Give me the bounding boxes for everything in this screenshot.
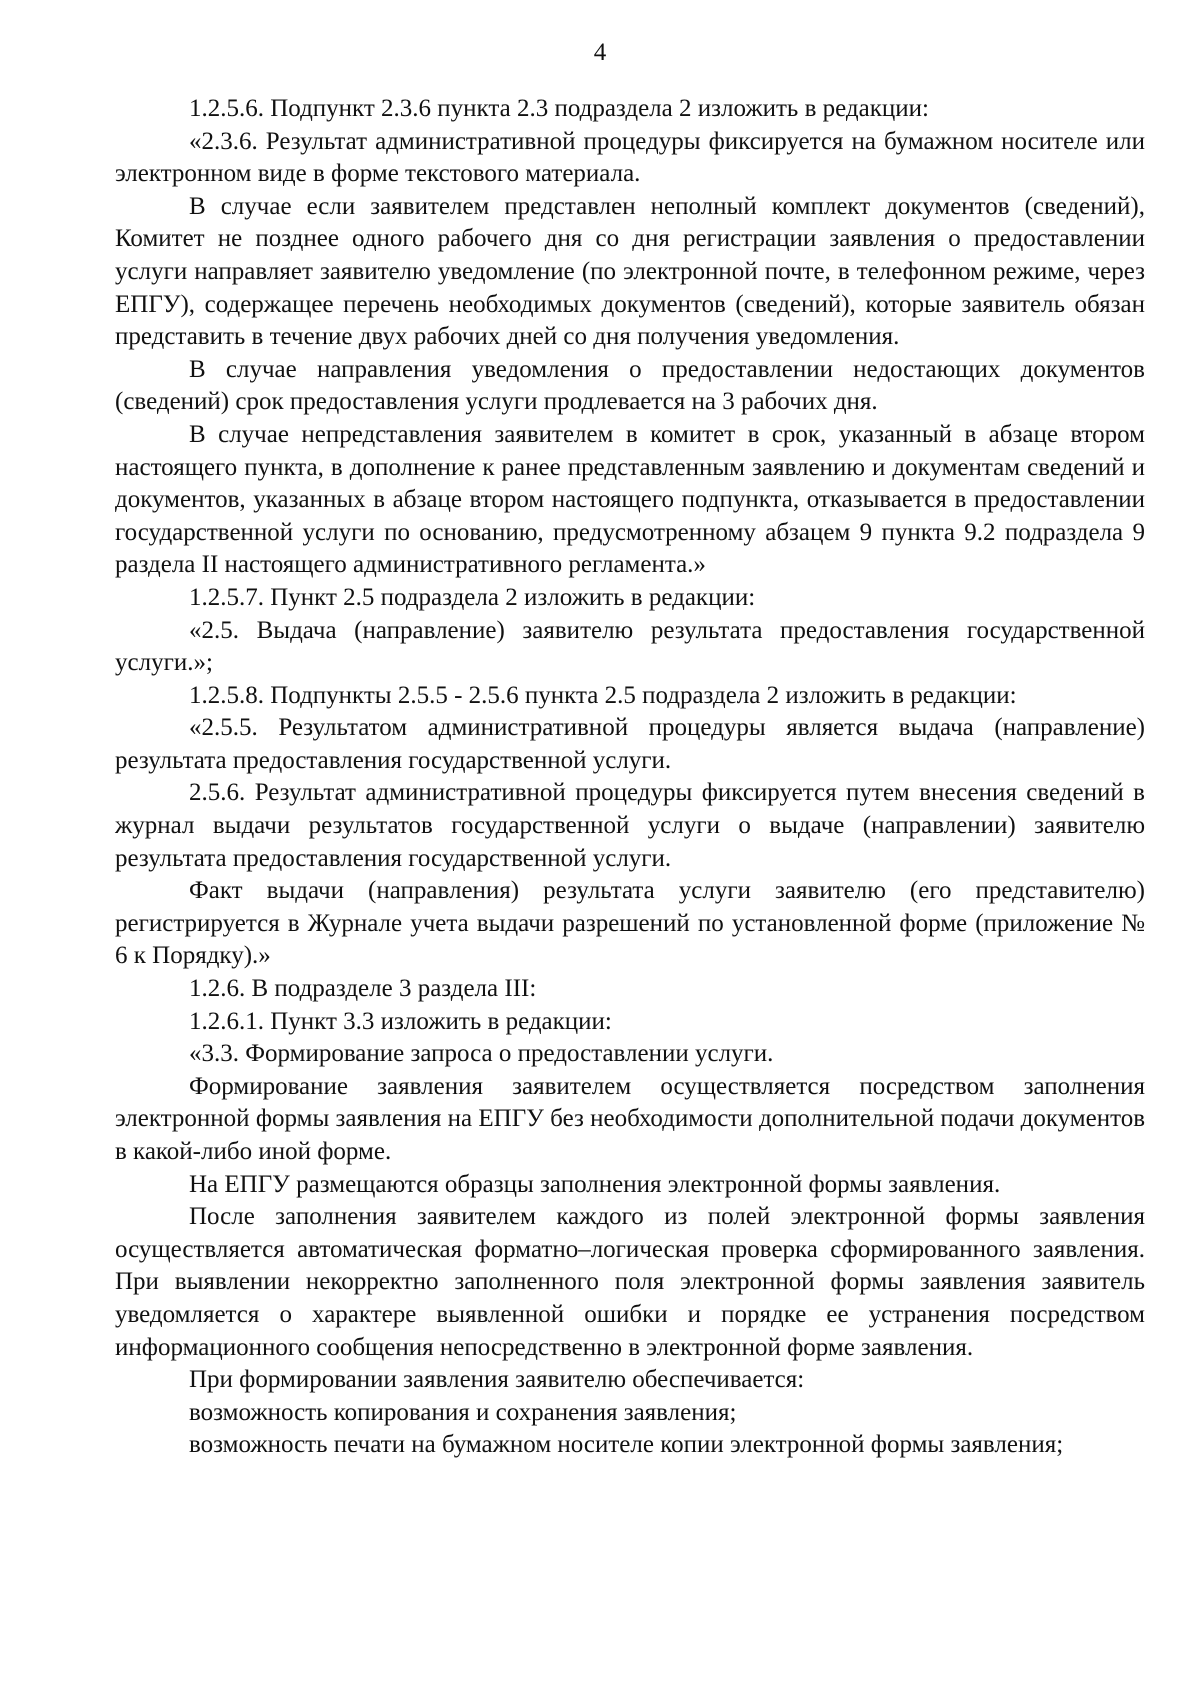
paragraph: На ЕПГУ размещаются образцы заполнения электронной формы заявления. [189,1170,1001,1198]
paragraph: В случае направления уведомления о предоставлении недостающих документов (сведений) срок предоставления услуги продлевается на 3 рабочих дня. [115,355,1145,416]
paragraph: 1.2.5.7. Пункт 2.5 подраздела 2 изложить в редакции: [189,583,756,611]
document-body [115,93,1145,1462]
paragraph: возможность печати на бумажном носителе копии электронной формы заявления; [189,1431,1064,1459]
paragraph: 1.2.5.6. Подпункт 2.3.6 пункта 2.3 подраздела 2 изложить в редакции: [189,95,929,122]
paragraph: При формировании заявления заявителю обеспечивается: [189,1366,805,1394]
paragraph: В случае непредставления заявителем в комитет в срок, указанный в абзаце втором настоящего пункта, в дополнение к ранее представленным заявлению и документам сведений и документов, указанных в абзаце втором настоящего подпункта, отказывается в предоставлении государственной услуги по основанию, предусмотренному абзацем 9 пункта 9.2 подраздела 9 раздела II настоящего административного регламента.» [115,420,1145,579]
paragraph: возможность копирования и сохранения заявления; [189,1398,737,1426]
paragraph: «2.3.6. Результат административной процедуры фиксируется на бумажном носителе или электронном виде в форме текстового материала. [115,127,1145,188]
page-number: 4 [593,39,607,66]
paragraph: 1.2.6.1. Пункт 3.3 изложить в редакции: [189,1007,612,1035]
paragraph: Формирование заявления заявителем осуществляется посредством заполнения электронной формы заявления на ЕПГУ без необходимости дополнительной подачи документов в какой-либо иной форме. [115,1072,1145,1165]
paragraph: «2.5.5. Результатом административной процедуры является выдача (направление) результата предоставления государственной услуги. [115,714,1145,774]
paragraph: После заполнения заявителем каждого из полей электронной формы заявления осуществляется автоматическая форматно–логическая проверка сформированного заявления. При выявлении некорректно заполненного поля электронной формы заявления заявитель уведомляется о характере выявленной ошибки и порядке ее устранения посредством информационного сообщения непосредственно в электронной форме заявления. [115,1203,1145,1361]
paragraph: 1.2.5.8. Подпункты 2.5.5 - 2.5.6 пункта 2.5 подраздела 2 изложить в редакции: [189,681,1017,709]
paragraph: «3.3. Формирование запроса о предоставлении услуги. [189,1040,774,1068]
paragraph: 2.5.6. Результат административной процедуры фиксируется путем внесения сведений в журнал выдачи результатов государственной услуги о выдаче (направлении) заявителю результата предоставления государственной услуги. [115,779,1145,872]
paragraph: Факт выдачи (направления) результата услуги заявителю (его представителю) регистрируется в Журнале учета выдачи разрешений по установленной форме (приложение № 6 к Порядку).» [115,877,1145,970]
paragraph: «2.5. Выдача (направление) заявителю результата предоставления государственной услуги.»; [115,616,1145,677]
paragraph: В случае если заявителем представлен неполный комплект документов (сведений), Комитет не позднее одного рабочего дня со дня регистрации заявления о предоставлении услуги направляет заявителю уведомление (по электронной почте, в телефонном режиме, через ЕПГУ), содержащее перечень необходимых документов (сведений), которые заявитель обязан представить в течение двух рабочих дней со дня получения уведомления. [115,192,1145,351]
paragraph: 1.2.6. В подразделе 3 раздела III: [189,975,537,1003]
